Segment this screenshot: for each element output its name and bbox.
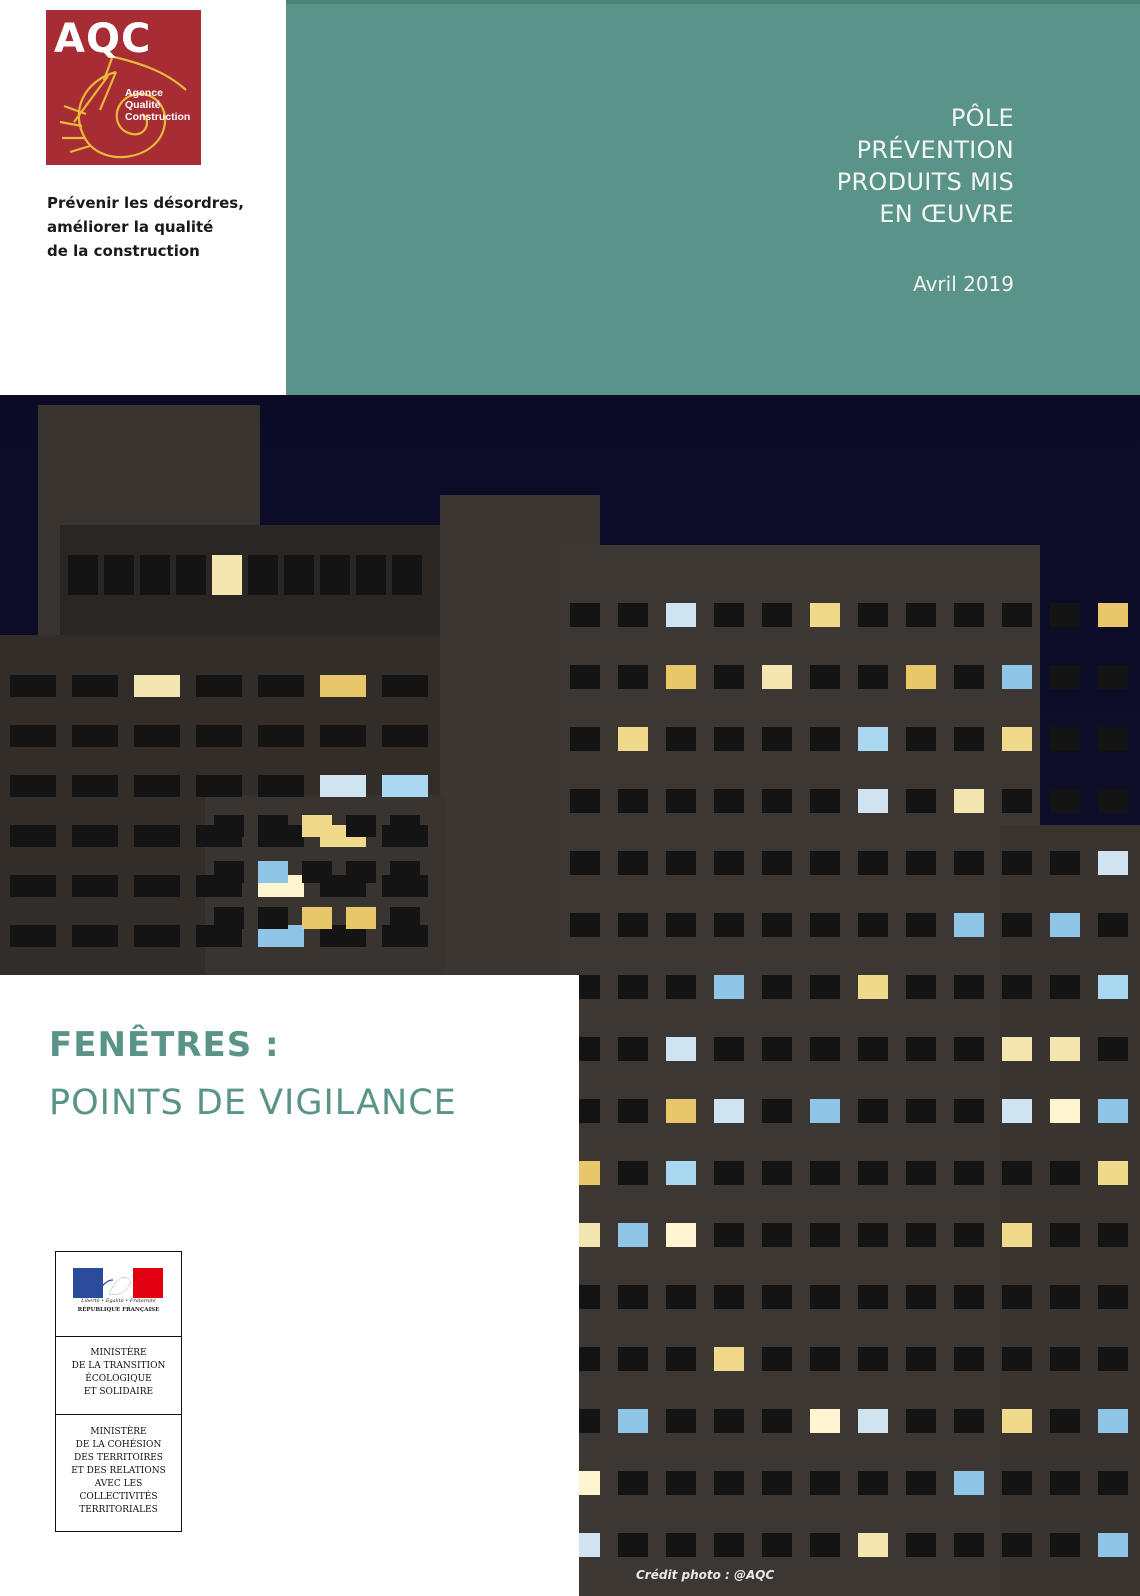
- building-window: [810, 603, 840, 627]
- ministry-line: ET DES RELATIONS: [71, 1466, 166, 1476]
- building-window: [1098, 1533, 1128, 1557]
- building-window: [714, 913, 744, 937]
- building-window: [618, 1037, 648, 1061]
- building-window: [906, 727, 936, 751]
- document-title: FENÊTRES :: [49, 1025, 280, 1065]
- building-window: [954, 1099, 984, 1123]
- building-window: [1098, 789, 1128, 813]
- government-block: [55, 1251, 182, 1532]
- building-window: [762, 1347, 792, 1371]
- building-window: [1098, 665, 1128, 689]
- building-window: [714, 603, 744, 627]
- building-window: [1098, 1471, 1128, 1495]
- building-window: [10, 775, 56, 797]
- building-window: [1002, 603, 1032, 627]
- building-window: [1098, 1285, 1128, 1309]
- building-window: [1098, 1161, 1128, 1185]
- building-window: [810, 727, 840, 751]
- publication-date: Avril 2019: [913, 272, 1014, 296]
- building-window: [954, 603, 984, 627]
- building-window: [134, 875, 180, 897]
- building-window: [810, 789, 840, 813]
- building-window: [618, 1285, 648, 1309]
- ministry-territories: [56, 1415, 181, 1531]
- building-window: [906, 789, 936, 813]
- building-window: [762, 913, 792, 937]
- building-window: [356, 555, 386, 595]
- building-window: [302, 815, 332, 837]
- building-window: [1002, 851, 1032, 875]
- building-window: [714, 1099, 744, 1123]
- building-window: [1098, 1099, 1128, 1123]
- building-window: [666, 1533, 696, 1557]
- building-window: [72, 925, 118, 947]
- building-window: [1098, 603, 1128, 627]
- ministry-line: ÉCOLOGIQUE: [85, 1374, 152, 1384]
- building-window: [810, 665, 840, 689]
- building-window: [392, 555, 422, 595]
- building-window: [906, 665, 936, 689]
- building-window: [666, 913, 696, 937]
- ministry-territories-text: [60, 1426, 177, 1517]
- building-window: [762, 1223, 792, 1247]
- building-window: [762, 1533, 792, 1557]
- building-window: [954, 1347, 984, 1371]
- building-window: [954, 1409, 984, 1433]
- building-window: [906, 1533, 936, 1557]
- building-window: [1098, 975, 1128, 999]
- building-window: [1050, 1409, 1080, 1433]
- building-window: [954, 1223, 984, 1247]
- building-window: [134, 675, 180, 697]
- building-window: [810, 851, 840, 875]
- building-window: [618, 851, 648, 875]
- building-window: [666, 1409, 696, 1433]
- building-window: [382, 725, 428, 747]
- building-window: [858, 1347, 888, 1371]
- building-window: [1002, 665, 1032, 689]
- header-banner: [286, 0, 1140, 395]
- building-window: [666, 1285, 696, 1309]
- marianne-block: [56, 1252, 181, 1337]
- building-window: [196, 775, 242, 797]
- logo-sub-line: Agence: [125, 87, 163, 99]
- building-window: [10, 675, 56, 697]
- building-window: [762, 1161, 792, 1185]
- building-window: [858, 727, 888, 751]
- building-window: [954, 665, 984, 689]
- building-window: [810, 1285, 840, 1309]
- ministry-line: DE LA COHÉSION: [75, 1440, 162, 1450]
- logo-subtitle: [125, 87, 190, 123]
- building-window: [618, 603, 648, 627]
- building-window: [258, 675, 304, 697]
- building-window: [320, 725, 366, 747]
- building-window: [954, 1161, 984, 1185]
- building-window: [618, 1471, 648, 1495]
- building-window: [1002, 1223, 1032, 1247]
- building-window: [618, 1161, 648, 1185]
- building-window: [1050, 1347, 1080, 1371]
- building-window: [858, 1471, 888, 1495]
- building-window: [666, 665, 696, 689]
- building-window: [810, 1409, 840, 1433]
- ministry-line: MINISTÈRE: [90, 1427, 147, 1437]
- building-window: [666, 1347, 696, 1371]
- building-window: [140, 555, 170, 595]
- building-window: [618, 665, 648, 689]
- building-window: [810, 1161, 840, 1185]
- building-window: [1002, 789, 1032, 813]
- ministry-line: TERRITORIALES: [79, 1505, 158, 1515]
- building-window: [570, 727, 600, 751]
- building-window: [666, 851, 696, 875]
- ministry-ecology-text: [60, 1347, 177, 1399]
- building-window: [666, 1161, 696, 1185]
- logo-sub-line: Qualité: [125, 99, 161, 111]
- building-window: [714, 1471, 744, 1495]
- building-window: [1050, 727, 1080, 751]
- pole-title: [837, 102, 1014, 230]
- building-window: [618, 1533, 648, 1557]
- building-window: [1050, 851, 1080, 875]
- tagline-line: Prévenir les désordres,: [47, 194, 244, 212]
- building-window: [176, 555, 206, 595]
- building-window: [134, 725, 180, 747]
- building-window: [320, 775, 366, 797]
- building-window: [666, 1471, 696, 1495]
- building-window: [570, 851, 600, 875]
- building-window: [906, 1099, 936, 1123]
- building-window: [390, 861, 420, 883]
- building-window: [858, 1161, 888, 1185]
- building-window: [1002, 1533, 1032, 1557]
- building-window: [954, 1285, 984, 1309]
- building-window: [762, 665, 792, 689]
- photo-credit: Crédit photo : @AQC: [636, 1568, 775, 1582]
- building-window: [248, 555, 278, 595]
- building-window: [954, 1037, 984, 1061]
- building-window: [810, 1471, 840, 1495]
- building-window: [258, 725, 304, 747]
- republic-motto: Liberté • Égalité • Fraternité: [81, 1298, 156, 1304]
- building-window: [858, 1223, 888, 1247]
- building-window: [762, 1471, 792, 1495]
- building-window: [1050, 1037, 1080, 1061]
- ministry-line: AVEC LES: [94, 1479, 143, 1489]
- building-window: [1002, 1409, 1032, 1433]
- building-window: [1050, 1471, 1080, 1495]
- building-window: [72, 825, 118, 847]
- building-window: [1098, 727, 1128, 751]
- building-window: [858, 1285, 888, 1309]
- document-subtitle: POINTS DE VIGILANCE: [49, 1083, 457, 1123]
- building-window: [1098, 1409, 1128, 1433]
- building-window: [810, 1037, 840, 1061]
- building-window: [320, 675, 366, 697]
- building-window: [666, 1223, 696, 1247]
- ministry-line: DE LA TRANSITION: [71, 1361, 166, 1371]
- building-window: [954, 727, 984, 751]
- building-window: [714, 1409, 744, 1433]
- building-window: [212, 555, 242, 595]
- tagline: [47, 191, 277, 263]
- building-window: [666, 789, 696, 813]
- building-window: [714, 1347, 744, 1371]
- building-window: [1050, 913, 1080, 937]
- building-window: [1002, 1037, 1032, 1061]
- building-window: [714, 727, 744, 751]
- building-window: [714, 1533, 744, 1557]
- pole-line: PÔLE: [950, 104, 1014, 132]
- building-window: [858, 1409, 888, 1433]
- building-window: [858, 603, 888, 627]
- building-window: [196, 725, 242, 747]
- building-window: [666, 603, 696, 627]
- building-window: [258, 815, 288, 837]
- marianne-flag-icon: [73, 1268, 163, 1298]
- logo-sub-line: Construction: [125, 111, 191, 123]
- building-window: [666, 975, 696, 999]
- building-window: [666, 1037, 696, 1061]
- building-window: [618, 1347, 648, 1371]
- building-window: [72, 875, 118, 897]
- building-window: [1098, 1347, 1128, 1371]
- building-window: [1050, 1533, 1080, 1557]
- building-window: [570, 913, 600, 937]
- building-window: [762, 1285, 792, 1309]
- building-window: [762, 727, 792, 751]
- building-window: [1002, 1347, 1032, 1371]
- building-window: [10, 925, 56, 947]
- building-window: [382, 675, 428, 697]
- building-window: [284, 555, 314, 595]
- building-window: [72, 675, 118, 697]
- building-window: [714, 1037, 744, 1061]
- pole-line: PRODUITS MIS: [836, 168, 1014, 196]
- building-window: [104, 555, 134, 595]
- building-window: [810, 1347, 840, 1371]
- building-window: [762, 603, 792, 627]
- building-window: [1050, 1161, 1080, 1185]
- building-window: [618, 789, 648, 813]
- tagline-line: de la construction: [47, 242, 200, 260]
- building-window: [714, 665, 744, 689]
- building-window: [1050, 1285, 1080, 1309]
- logo-brand-text: AQC: [54, 16, 152, 62]
- building-window: [954, 975, 984, 999]
- building-window: [762, 1037, 792, 1061]
- building-window: [762, 1099, 792, 1123]
- building-window: [390, 815, 420, 837]
- building-window: [858, 1533, 888, 1557]
- building-window: [382, 775, 428, 797]
- building-window: [810, 1099, 840, 1123]
- building-window: [1050, 1223, 1080, 1247]
- building-window: [810, 1533, 840, 1557]
- building-window: [906, 1409, 936, 1433]
- building-window: [906, 1471, 936, 1495]
- building-window: [906, 975, 936, 999]
- building-window: [72, 725, 118, 747]
- building-window: [954, 913, 984, 937]
- building-window: [858, 789, 888, 813]
- ministry-line: ET SOLIDAIRE: [83, 1387, 154, 1397]
- building-window: [618, 975, 648, 999]
- building-window: [618, 913, 648, 937]
- building-window: [1098, 1037, 1128, 1061]
- building-window: [762, 851, 792, 875]
- building-window: [858, 1099, 888, 1123]
- building-window: [906, 1037, 936, 1061]
- building-window: [196, 675, 242, 697]
- aqc-logo[interactable]: [46, 10, 201, 165]
- building-window: [762, 1409, 792, 1433]
- building-window: [1002, 727, 1032, 751]
- building-window: [954, 1533, 984, 1557]
- building-window: [1002, 975, 1032, 999]
- building-window: [906, 1347, 936, 1371]
- header-left: [0, 0, 286, 395]
- building-window: [258, 861, 288, 883]
- pole-line: EN ŒUVRE: [879, 200, 1014, 228]
- building-window: [906, 851, 936, 875]
- ministry-line: COLLECTIVITÉS: [79, 1492, 158, 1502]
- building-window: [1050, 665, 1080, 689]
- building-window: [346, 907, 376, 929]
- ministry-ecology: [56, 1336, 181, 1415]
- building-window: [390, 907, 420, 929]
- building-window: [346, 861, 376, 883]
- building-window: [214, 861, 244, 883]
- building-window: [714, 851, 744, 875]
- building-window: [134, 775, 180, 797]
- tagline-line: améliorer la qualité: [47, 218, 214, 236]
- building-window: [618, 727, 648, 751]
- building-window: [1050, 603, 1080, 627]
- building-window: [134, 825, 180, 847]
- building-window: [302, 907, 332, 929]
- building-window: [1002, 1471, 1032, 1495]
- building-window: [1002, 1285, 1032, 1309]
- building-window: [1050, 789, 1080, 813]
- building-window: [1098, 851, 1128, 875]
- building-window: [258, 907, 288, 929]
- building-window: [906, 603, 936, 627]
- building-window: [618, 1223, 648, 1247]
- building-window: [666, 727, 696, 751]
- building-window: [134, 925, 180, 947]
- republic-name: RÉPUBLIQUE FRANÇAISE: [77, 1307, 160, 1313]
- ministry-line: MINISTÈRE: [90, 1348, 147, 1358]
- building-window: [10, 825, 56, 847]
- building-window: [570, 603, 600, 627]
- building-window: [954, 789, 984, 813]
- building-window: [72, 775, 118, 797]
- building-window: [10, 725, 56, 747]
- building-window: [810, 913, 840, 937]
- building-window: [858, 851, 888, 875]
- building-window: [810, 975, 840, 999]
- building-window: [618, 1099, 648, 1123]
- building-window: [954, 851, 984, 875]
- building-window: [214, 907, 244, 929]
- building-window: [858, 1037, 888, 1061]
- building-window: [714, 975, 744, 999]
- building-window: [570, 665, 600, 689]
- building-window: [714, 1161, 744, 1185]
- building-window: [1002, 913, 1032, 937]
- building-window: [618, 1409, 648, 1433]
- building-window: [714, 1223, 744, 1247]
- building-window: [1050, 975, 1080, 999]
- building-window: [320, 555, 350, 595]
- building-window: [10, 875, 56, 897]
- building-window: [906, 1161, 936, 1185]
- building-window: [714, 1285, 744, 1309]
- building-window: [302, 861, 332, 883]
- building-window: [1002, 1161, 1032, 1185]
- building-window: [258, 775, 304, 797]
- building-window: [858, 913, 888, 937]
- building-window: [906, 913, 936, 937]
- building-window: [570, 789, 600, 813]
- building-window: [954, 1471, 984, 1495]
- pole-line: PRÉVENTION: [856, 136, 1014, 164]
- building-window: [762, 975, 792, 999]
- building-window: [214, 815, 244, 837]
- building-window: [762, 789, 792, 813]
- building-window: [1098, 913, 1128, 937]
- building-window: [906, 1223, 936, 1247]
- building-window: [1050, 1099, 1080, 1123]
- building-window: [858, 975, 888, 999]
- building-window: [666, 1099, 696, 1123]
- building-window: [68, 555, 98, 595]
- building-window: [906, 1285, 936, 1309]
- building-window: [714, 789, 744, 813]
- building-window: [810, 1223, 840, 1247]
- ministry-line: DES TERRITOIRES: [74, 1453, 163, 1463]
- building-window: [858, 665, 888, 689]
- building-window: [346, 815, 376, 837]
- building-window: [1098, 1223, 1128, 1247]
- building-window: [1002, 1099, 1032, 1123]
